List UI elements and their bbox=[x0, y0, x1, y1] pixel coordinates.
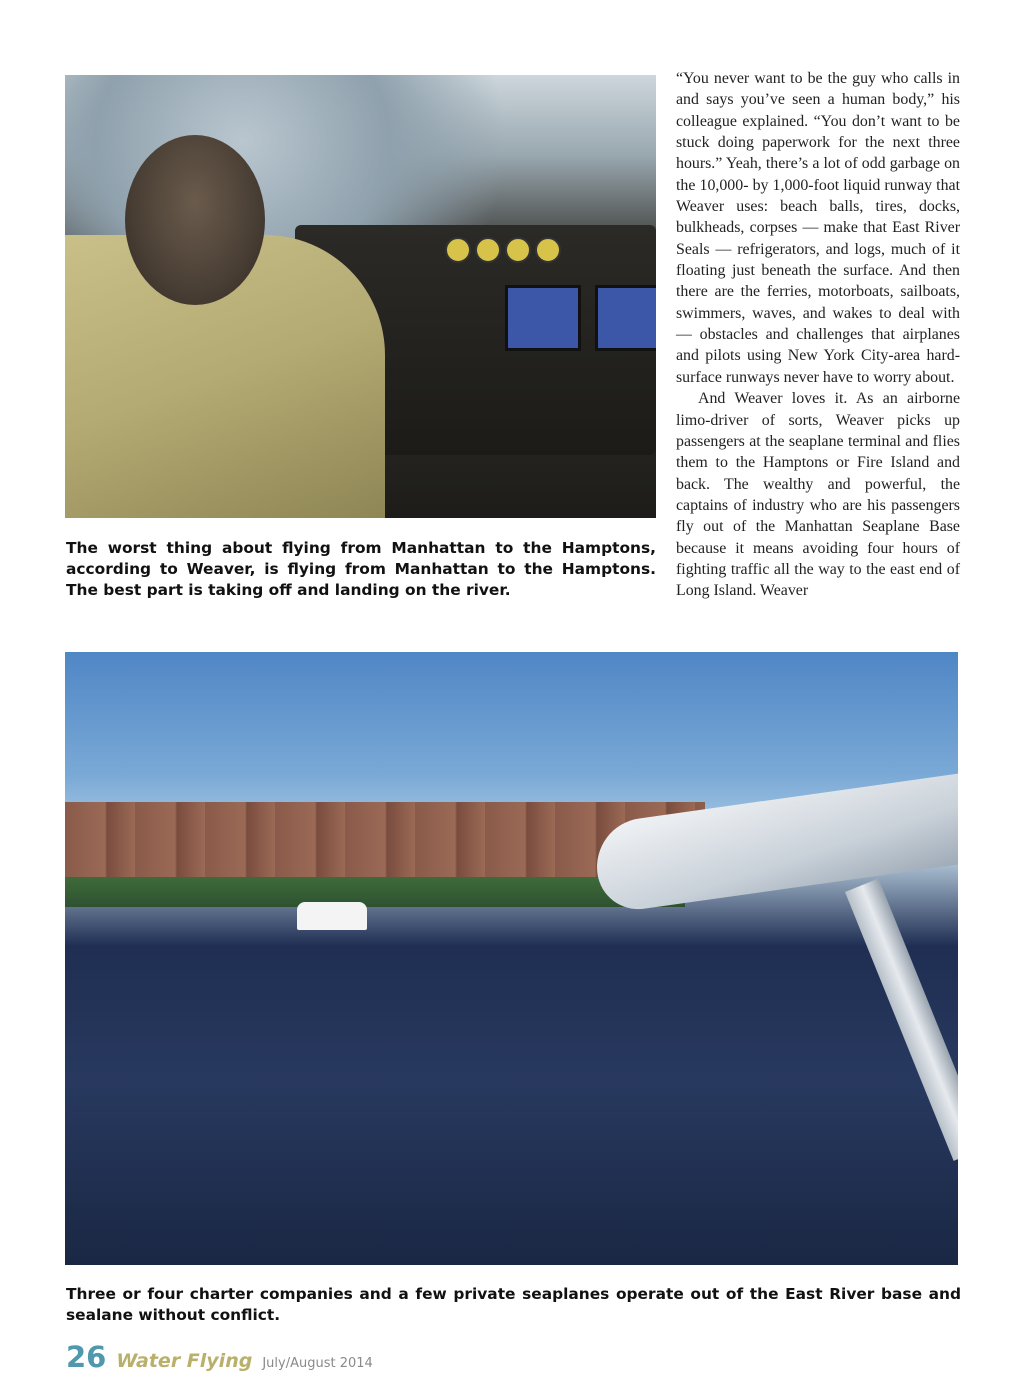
article-column bbox=[676, 68, 960, 602]
river-photo bbox=[65, 652, 958, 1265]
page-footer bbox=[66, 1340, 373, 1380]
magazine-title: Water Flying bbox=[116, 1350, 253, 1372]
photo-caption-bottom: Three or four charter companies and a few private seaplanes operate out of the East River base and sealane without conflict. bbox=[66, 1285, 961, 1324]
page-number: 26 bbox=[66, 1340, 107, 1374]
seaplane-wing bbox=[591, 770, 958, 915]
gauge bbox=[535, 237, 561, 263]
cockpit-photo bbox=[65, 75, 656, 518]
shoreline-trees bbox=[65, 877, 685, 907]
wing-strut bbox=[845, 879, 958, 1161]
article-paragraph: And Weaver loves it. As an airborne limo-driver of sorts, Weaver picks up passengers at the seaplane terminal and flies them to the Hamptons or Fire Island and back. The wealthy and powerful, the captains of industry who are his passengers fly out of the Manhattan Seaplane Base because it means avoiding four hours of fighting traffic all the way to the east end of Long Island. Weaver bbox=[676, 390, 960, 600]
gauge bbox=[505, 237, 531, 263]
gauge bbox=[445, 237, 471, 263]
issue-date: July/August 2014 bbox=[262, 1356, 373, 1371]
pilot-head bbox=[125, 135, 265, 305]
display-screen bbox=[595, 285, 656, 351]
distant-seaplane bbox=[297, 902, 367, 930]
gauge bbox=[475, 237, 501, 263]
article-paragraph: “You never want to be the guy who calls in and says you’ve seen a human body,” his colleague explained. “You don’t want to be stuck doing paperwork for the next three hours.” Yeah, there’s a lot of odd garbage on the 10,000- by 1,000-foot liquid runway that Weaver uses: beach balls, tires, docks, bulkheads, corpses — make that East River Seals — refrigerators, and logs, much of it floating just beneath the surface. And then there are the ferries, motorboats, sailboats, swimmers, waves, and wakes to deal with — obstacles and challenges that airplanes and pilots using New York City-area hard-surface runways never have to worry about. bbox=[676, 70, 960, 386]
photo-caption-top: The worst thing about flying from Manhattan to the Hamptons, according to Weaver, is flying from Manhattan to the Hamptons. The best part is taking off and landing on the river. bbox=[66, 539, 656, 599]
display-screen bbox=[505, 285, 581, 351]
